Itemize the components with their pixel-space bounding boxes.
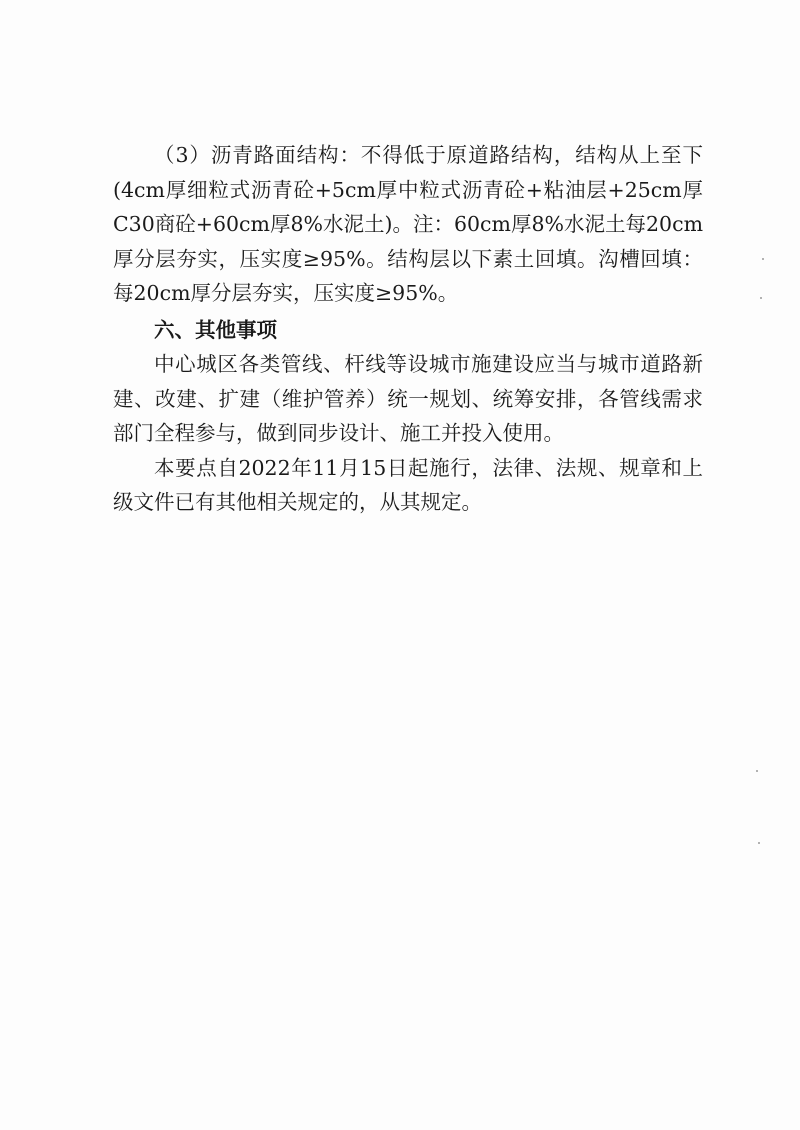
scan-speck — [756, 770, 758, 772]
scan-speck — [758, 842, 760, 844]
scan-speck — [760, 297, 762, 299]
paragraph-effective-date: 本要点自2022年11月15日起施行，法律、法规、规章和上级文件已有其他相关规定的，从其规定。 — [113, 455, 703, 514]
section-heading-other-matters: 六、其他事项 — [154, 317, 277, 342]
paragraph-asphalt-structure: （3）沥青路面结构：不得低于原道路结构，结构从上至下(4cm厚细粒式沥青砼+5cm厚中粒式沥青砼+粘油层+25cm厚C30商砼+60cm厚8%水泥土)。注：60cm厚8%水泥土每20cm厚分层夯实，压实度≥95%。结构层以下素土回填。沟槽回填：每20cm厚分层夯实，压实度≥95%。 — [113, 143, 704, 305]
scan-speck — [762, 258, 764, 260]
paragraph-pipeline-planning: 中心城区各类管线、杆线等设城市施建设应当与城市道路新建、改建、扩建（维护管养）统一规划、统筹安排，各管线需求部门全程参与，做到同步设计、施工并投入使用。 — [113, 352, 703, 445]
document-body — [113, 138, 703, 520]
